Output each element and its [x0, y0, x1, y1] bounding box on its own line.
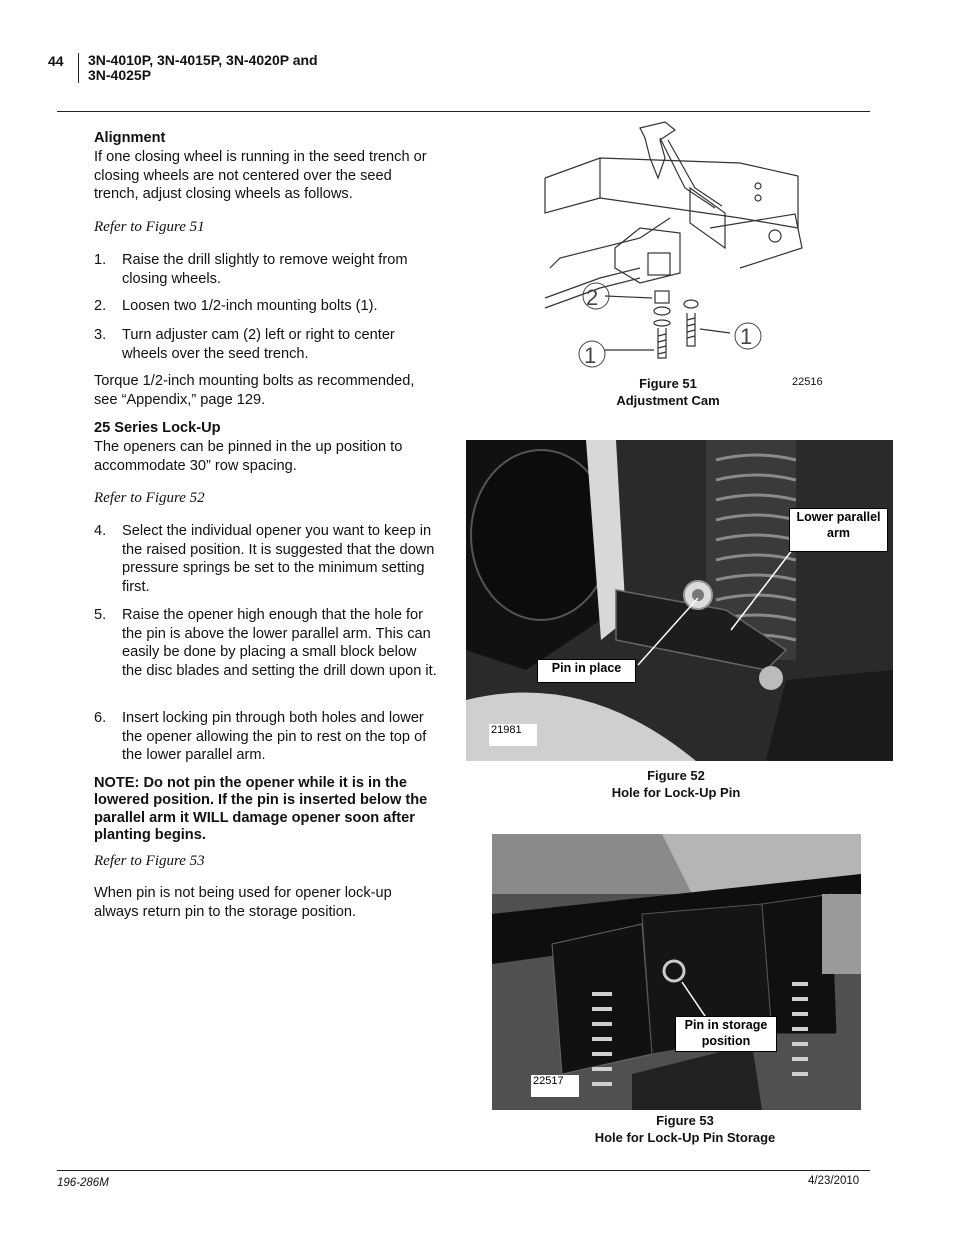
step-number: 6. — [94, 710, 107, 726]
figure53-photo — [492, 834, 861, 1110]
step-number: 5. — [94, 607, 107, 623]
step-number: 3. — [94, 327, 107, 343]
figure51-caption-number: Figure 51 — [639, 376, 697, 391]
figure53-image-number: 22517 — [531, 1075, 579, 1097]
list-item — [94, 522, 439, 596]
figure51-caption — [598, 375, 738, 409]
list-item — [94, 251, 439, 288]
storage-text: When pin is not being used for opener lock-up always return pin to the storage position. — [94, 885, 392, 920]
callout-label-1-left: 1 — [584, 343, 597, 368]
step-number: 2. — [94, 298, 107, 314]
figure51-caption-title: Adjustment Cam — [616, 393, 720, 408]
list-item — [94, 606, 439, 680]
footer-rule — [57, 1170, 870, 1171]
header-separator — [78, 53, 79, 83]
step-text: Turn adjuster cam (2) left or right to center wheels over the seed trench. — [122, 327, 395, 362]
figure52-photo — [466, 440, 893, 761]
list-item — [94, 326, 439, 363]
callout-lower-parallel-arm: Lower parallel arm — [789, 508, 888, 552]
footer-date: 4/23/2010 — [808, 1175, 860, 1187]
step-text: Raise the opener high enough that the hole for the pin is above the lower parallel arm. This can easily be done by placing a small block below the disc blades and setting the drill down upon it. — [122, 607, 437, 679]
step-text: Loosen two 1/2-inch mounting bolts (1). — [122, 298, 378, 314]
step-number: 1. — [94, 252, 107, 268]
page-title — [88, 53, 388, 83]
callout-pin-storage-position: Pin in storage position — [675, 1016, 777, 1052]
figure53-caption-number: Figure 53 — [656, 1113, 714, 1128]
list-item — [94, 709, 439, 765]
footer-doc-number: 196-286M — [57, 1177, 109, 1189]
callout-label-1-right: 1 — [740, 324, 753, 349]
list-item — [94, 297, 439, 316]
figure53-caption-title: Hole for Lock-Up Pin Storage — [594, 1130, 776, 1145]
lockup-intro: The openers can be pinned in the up position to accommodate 30” row spacing. — [94, 439, 403, 474]
figure53-caption — [560, 1112, 810, 1146]
figure52-image-number: 21981 — [489, 724, 537, 746]
alignment-figure-ref: Refer to Figure 51 — [94, 219, 205, 235]
callout-label-2: 2 — [586, 285, 599, 310]
step-text: Insert locking pin through both holes and lower the opener allowing the pin to rest on the top of the lower parallel arm. — [122, 710, 427, 764]
figure52-caption-title: Hole for Lock-Up Pin — [611, 785, 741, 800]
page-title-line2: 3N-4025P — [88, 67, 152, 83]
header-rule — [57, 111, 870, 112]
alignment-intro: If one closing wheel is running in the seed trench or closing wheels are not centered over the seed trench, adjust closing wheels as follows. — [94, 149, 427, 203]
lockup-figure52-ref: Refer to Figure 52 — [94, 490, 205, 506]
callout-pin-in-place: Pin in place — [537, 659, 636, 683]
lockup-heading: 25 Series Lock-Up — [94, 420, 221, 436]
lockup-figure53-ref: Refer to Figure 53 — [94, 853, 205, 869]
step-text: Select the individual opener you want to keep in the raised position. It is suggested that the down pressure springs be set to the minimum setting first. — [122, 523, 435, 595]
adjustment-cam-drawing — [540, 118, 805, 373]
torque-text: Torque 1/2-inch mounting bolts as recommended, see “Appendix,” page 129. — [94, 373, 415, 408]
pin-storage-photo — [492, 834, 861, 1110]
figure52-caption-number: Figure 52 — [647, 768, 705, 783]
figure52-caption — [566, 767, 786, 801]
figure51-drawing — [540, 118, 805, 373]
page-number: 44 — [48, 53, 64, 69]
step-text: Raise the drill slightly to remove weight from closing wheels. — [122, 252, 408, 287]
step-number: 4. — [94, 523, 107, 539]
warning-note: NOTE: Do not pin the opener while it is in the lowered position. If the pin is inserted below the parallel arm it WILL damage opener soon after planting begins. — [94, 775, 428, 844]
lockup-pin-photo — [466, 440, 893, 761]
page-title-line1: 3N-4010P, 3N-4015P, 3N-4020P and — [88, 52, 318, 68]
figure51-image-number: 22516 — [792, 376, 823, 388]
alignment-heading: Alignment — [94, 130, 166, 146]
